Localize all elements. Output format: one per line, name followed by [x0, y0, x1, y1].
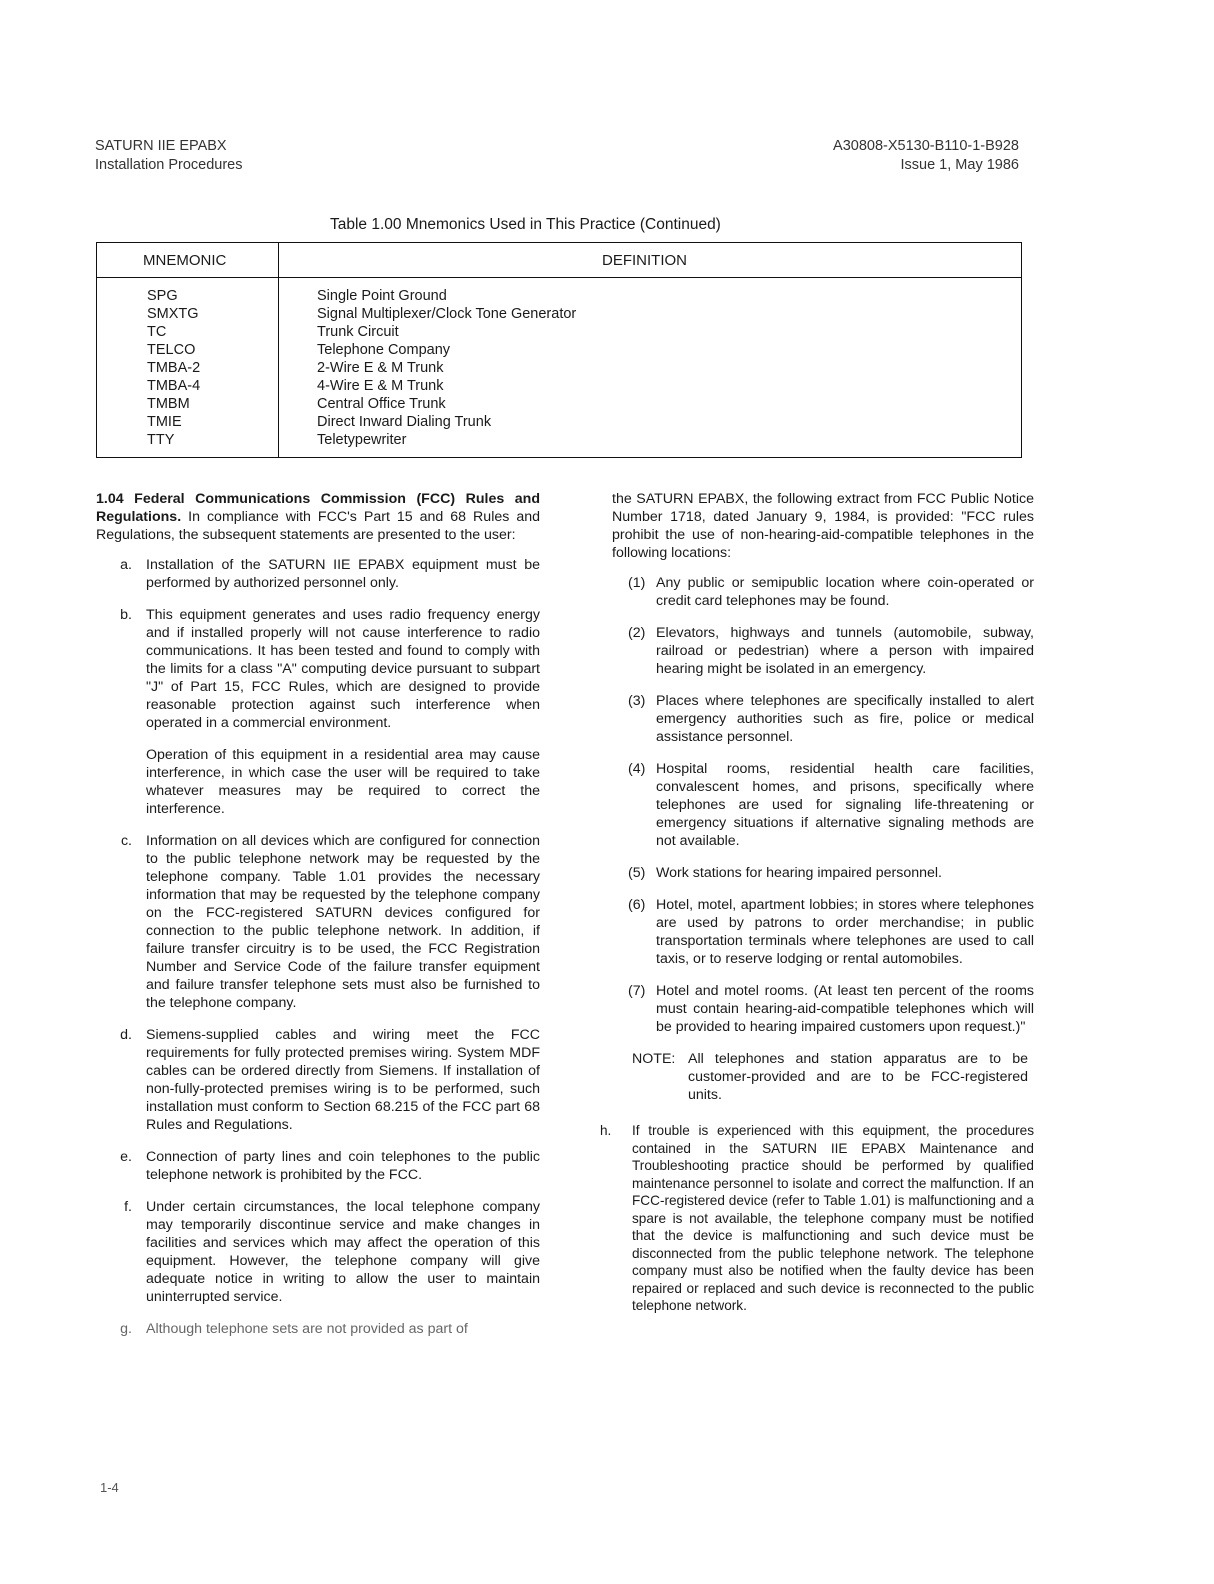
document-number: A30808-X5130-B110-1-B928 [833, 138, 1019, 154]
mnemonics-table [96, 242, 1022, 458]
item-b-continuation: Operation of this equipment in a residential area may cause interference, in which case the user will be required to take whatever measures may be required to correct the interference. [146, 747, 540, 817]
page-number: 1-4 [100, 1480, 119, 1495]
item-text: Although telephone sets are not provided as part of [146, 1321, 468, 1337]
right-column [600, 490, 1034, 1315]
item-label: a. [120, 557, 132, 573]
section-intro-text: In compliance with FCC's Part 15 and 68 Rules and Regulations, the subsequent statements are presented to the user: [96, 509, 540, 543]
note-text: All telephones and station apparatus are to be customer-provided and are to be FCC-registered units. [688, 1051, 1028, 1103]
table-row [97, 413, 1021, 431]
list-item-h [600, 1122, 1034, 1315]
item-text: Places where telephones are specifically installed to alert emergency authorities such as fire, police or medical assistance personnel. [656, 693, 1034, 745]
item-label: c. [120, 833, 132, 849]
item-label: (4) [628, 761, 646, 777]
list-item-e [96, 1148, 540, 1184]
numbered-item [612, 896, 1034, 968]
item-text: This equipment generates and uses radio frequency energy and if installed properly will not cause interference to radio communications. It has been tested and found to comply with the limits for a class "A" computing device pursuant to subpart "J" of Part 15, FCC Rules, which are designed to provide reasonable protection against such interference when operated in a commercial environment. [146, 607, 540, 731]
document-subtitle: Installation Procedures [95, 157, 243, 173]
table-row [97, 305, 1021, 323]
definition-cell: Central Office Trunk [317, 396, 446, 412]
item-text: Information on all devices which are configured for connection to the public telephone network may be requested by the telephone company. Table 1.01 provides the necessary information that may be requested by the telephone company on the FCC-registered SATURN devices configured for connection to the public telephone network. In addition, if failure transfer circuitry is to be used, the FCC Registration Number and Service Code of the failure transfer equipment and failure transfer telephone sets must also be furnished to the telephone company. [146, 833, 540, 1011]
definition-cell: 2-Wire E & M Trunk [317, 360, 444, 376]
definition-cell: Single Point Ground [317, 288, 447, 304]
item-text: Connection of party lines and coin telephones to the public telephone network is prohibited by the FCC. [146, 1149, 540, 1183]
section-heading: 1.04 Federal Communications Commission (FCC) Rules and Regulations. [96, 491, 540, 525]
item-label: h. [600, 1123, 612, 1138]
table-row [97, 359, 1021, 377]
item-label: (6) [628, 897, 646, 913]
item-text: Hotel, motel, apartment lobbies; in stores where telephones are used by patrons to order merchandise; in public transportation terminals where telephones are used to call taxis, or to reserve lodging or rental automobiles. [656, 897, 1034, 967]
list-item-d [96, 1026, 540, 1134]
left-column [96, 490, 540, 1352]
table-row [97, 341, 1021, 359]
mnemonic-cell: SMXTG [147, 306, 199, 322]
item-label: (7) [628, 983, 646, 999]
item-text: Installation of the SATURN IIE EPABX equipment must be performed by authorized personnel only. [146, 557, 540, 591]
list-item-f [96, 1198, 540, 1306]
issue-date: Issue 1, May 1986 [900, 157, 1019, 173]
document-header-left [95, 137, 243, 175]
item-label: (5) [628, 865, 646, 881]
column-header-definition: DEFINITION [602, 252, 687, 269]
table-header-divider [97, 277, 1021, 278]
item-text: Any public or semipublic location where coin-operated or credit card telephones may be found. [656, 575, 1034, 609]
item-label: g. [120, 1321, 132, 1337]
column-header-mnemonic: MNEMONIC [143, 252, 227, 269]
table-title: Table 1.00 Mnemonics Used in This Practice (Continued) [330, 216, 721, 233]
definition-cell: Trunk Circuit [317, 324, 399, 340]
mnemonic-cell: TTY [147, 432, 175, 448]
item-g-continuation: the SATURN EPABX, the following extract from FCC Public Notice Number 1718, dated January 9, 1984, is provided: "FCC rules prohibit the use of non-hearing-aid-compatible telephones in the following locations: [612, 491, 1034, 561]
mnemonic-cell: TMIE [147, 414, 182, 430]
mnemonic-cell: TELCO [147, 342, 196, 358]
item-text: Work stations for hearing impaired personnel. [656, 865, 942, 881]
table-body [97, 287, 1021, 449]
mnemonic-cell: TC [147, 324, 167, 340]
note-label: NOTE: [632, 1051, 676, 1067]
item-label: (2) [628, 625, 646, 641]
definition-cell: Teletypewriter [317, 432, 407, 448]
numbered-item [612, 624, 1034, 678]
list-item-c [96, 832, 540, 1012]
item-text: Siemens-supplied cables and wiring meet the FCC requirements for fully protected premises wiring. System MDF cables can be ordered directly from Siemens. If installation of non-fully-protected premises wiring is to be performed, such installation must conform to Section 68.215 of the FCC part 68 Rules and Regulations. [146, 1027, 540, 1133]
numbered-item [612, 760, 1034, 850]
item-label: b. [120, 607, 132, 623]
numbered-item [612, 574, 1034, 610]
item-text: Elevators, highways and tunnels (automobile, subway, railroad or pedestrian) where a person with impaired hearing might be isolated in an emergency. [656, 625, 1034, 677]
list-item-g [96, 1320, 540, 1338]
table-row [97, 287, 1021, 305]
table-row [97, 395, 1021, 413]
product-name: SATURN IIE EPABX [95, 138, 227, 154]
table-row [97, 323, 1021, 341]
document-header-right [833, 137, 1019, 175]
item-label: (1) [628, 575, 646, 591]
item-label: e. [120, 1149, 132, 1165]
numbered-item [612, 982, 1034, 1036]
list-item-a [96, 556, 540, 592]
item-label: f. [124, 1199, 132, 1215]
item-text: Under certain circumstances, the local telephone company may temporarily discontinue service and make changes in facilities and services which may affect the operation of this equipment. However, the telephone company will give adequate notice in writing to allow the user to maintain uninterrupted service. [146, 1199, 540, 1305]
mnemonic-cell: TMBA-4 [147, 378, 201, 394]
definition-cell: 4-Wire E & M Trunk [317, 378, 444, 394]
mnemonic-cell: TMBM [147, 396, 190, 412]
item-text: If trouble is experienced with this equipment, the procedures contained in the SATURN IIE EPABX Maintenance and Troubleshooting practice should be performed by qualified maintenance personnel to isolate and correct the malfunction. If an FCC-registered device (refer to Table 1.01) is malfunctioning and a spare is not available, the telephone company must be notified that the device is malfunctioning and such device must be disconnected from the public telephone network. The telephone company must also be notified when the faulty device has been repaired or replaced and such device is reconnected to the public telephone network. [632, 1123, 1034, 1313]
item-label: (3) [628, 693, 646, 709]
mnemonic-cell: TMBA-2 [147, 360, 201, 376]
item-label: d. [120, 1027, 132, 1043]
table-row [97, 377, 1021, 395]
item-text: Hospital rooms, residential health care facilities, convalescent homes, and prisons, specifically where telephones are used for signaling life-threatening or emergency situations if alternative signaling methods are not available. [656, 761, 1034, 849]
list-item-b [96, 606, 540, 732]
table-row [97, 431, 1021, 449]
numbered-item [612, 692, 1034, 746]
section-intro [96, 490, 540, 544]
note [632, 1050, 1034, 1104]
definition-cell: Telephone Company [317, 342, 451, 358]
numbered-item [612, 864, 1034, 882]
mnemonic-cell: SPG [147, 288, 178, 304]
definition-cell: Signal Multiplexer/Clock Tone Generator [317, 306, 577, 322]
item-text: Hotel and motel rooms. (At least ten percent of the rooms must contain hearing-aid-compatible telephones which will be provided to hearing impaired customers upon request.)" [656, 983, 1034, 1035]
definition-cell: Direct Inward Dialing Trunk [317, 414, 492, 430]
